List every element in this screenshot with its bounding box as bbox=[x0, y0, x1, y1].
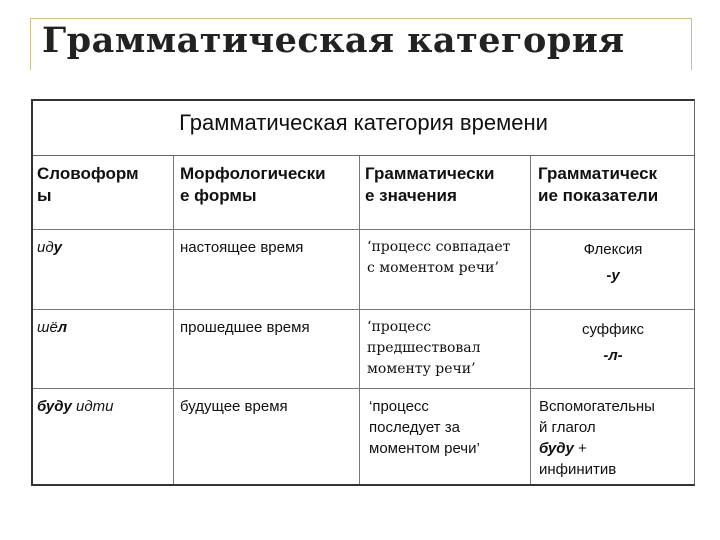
row2-meaning-line1: ‘процесс bbox=[367, 319, 432, 335]
row2-marker-line2: -л- bbox=[603, 347, 623, 364]
header-gram-markers-line2: ие показатели bbox=[538, 186, 659, 205]
header-wordforms-line1: Словоформ bbox=[37, 164, 139, 183]
row-divider bbox=[33, 229, 694, 230]
header-morph-forms-line2: е формы bbox=[180, 186, 257, 205]
row3-marker-aux: буду bbox=[539, 440, 574, 457]
frame-line-top bbox=[30, 18, 692, 19]
row2-meaning bbox=[367, 317, 529, 380]
row2-wordform bbox=[37, 317, 67, 338]
row1-marker-line1: Флексия bbox=[583, 241, 643, 258]
header-gram-meanings-line1: Грамматически bbox=[365, 164, 495, 183]
row1-marker-line2: -у bbox=[606, 267, 620, 284]
header-morph-forms-line1: Морфологически bbox=[180, 164, 326, 183]
row2-marker bbox=[531, 317, 695, 369]
header-gram-markers bbox=[538, 163, 696, 207]
header-wordforms-line2: ы bbox=[37, 186, 52, 205]
table-caption: Грамматическая категория времени bbox=[33, 101, 694, 156]
row3-form: будущее время bbox=[180, 398, 288, 415]
row1-marker bbox=[531, 237, 695, 289]
row1-meaning-line1: ‘процесс совпадает bbox=[367, 239, 511, 255]
row3-wordform-verb: идти bbox=[76, 398, 114, 415]
row2-wordform-stem: шё bbox=[37, 319, 58, 336]
frame-line-left bbox=[30, 18, 31, 70]
row3-meaning bbox=[369, 396, 529, 459]
slide-title: Грамматическая категория bbox=[42, 20, 625, 61]
row2-meaning-line2: предшествовал bbox=[367, 340, 481, 356]
row3-wordform bbox=[37, 396, 114, 417]
row2-form: прошедшее время bbox=[180, 319, 310, 336]
row3-meaning-line3: моментом речи’ bbox=[369, 440, 480, 457]
row3-marker-line2: й глагол bbox=[539, 419, 596, 436]
row1-meaning-line2: с моментом речи’ bbox=[367, 260, 499, 276]
row3-marker-line1: Вспомогательны bbox=[539, 398, 655, 415]
tense-table bbox=[31, 99, 695, 486]
row-divider bbox=[33, 388, 694, 389]
row2-marker-line1: суффикс bbox=[581, 321, 645, 338]
header-morph-forms bbox=[180, 163, 358, 207]
row1-wordform-ending: у bbox=[53, 239, 62, 256]
header-gram-meanings bbox=[365, 163, 529, 207]
header-wordforms bbox=[37, 163, 171, 207]
row3-wordform-aux: буду bbox=[37, 398, 72, 415]
row2-wordform-ending: л bbox=[57, 319, 68, 336]
row1-wordform bbox=[37, 237, 62, 258]
row3-marker bbox=[539, 396, 695, 480]
column-divider bbox=[359, 156, 360, 484]
frame-line-right bbox=[691, 18, 692, 70]
header-gram-meanings-line2: е значения bbox=[365, 186, 457, 205]
column-divider bbox=[173, 156, 174, 484]
row3-marker-plus: + bbox=[573, 440, 587, 457]
header-gram-markers-line1: Грамматическ bbox=[538, 164, 658, 183]
row3-meaning-line1: ‘процесс bbox=[369, 398, 429, 415]
row-divider bbox=[33, 309, 694, 310]
row1-meaning bbox=[367, 237, 529, 279]
row3-marker-line4: инфинитив bbox=[539, 461, 617, 478]
row2-meaning-line3: моменту речи’ bbox=[367, 361, 476, 377]
row1-form: настоящее время bbox=[180, 239, 304, 256]
row3-meaning-line2: последует за bbox=[369, 419, 460, 436]
row1-wordform-stem: ид bbox=[37, 239, 54, 256]
row3-marker-line3 bbox=[539, 438, 695, 459]
